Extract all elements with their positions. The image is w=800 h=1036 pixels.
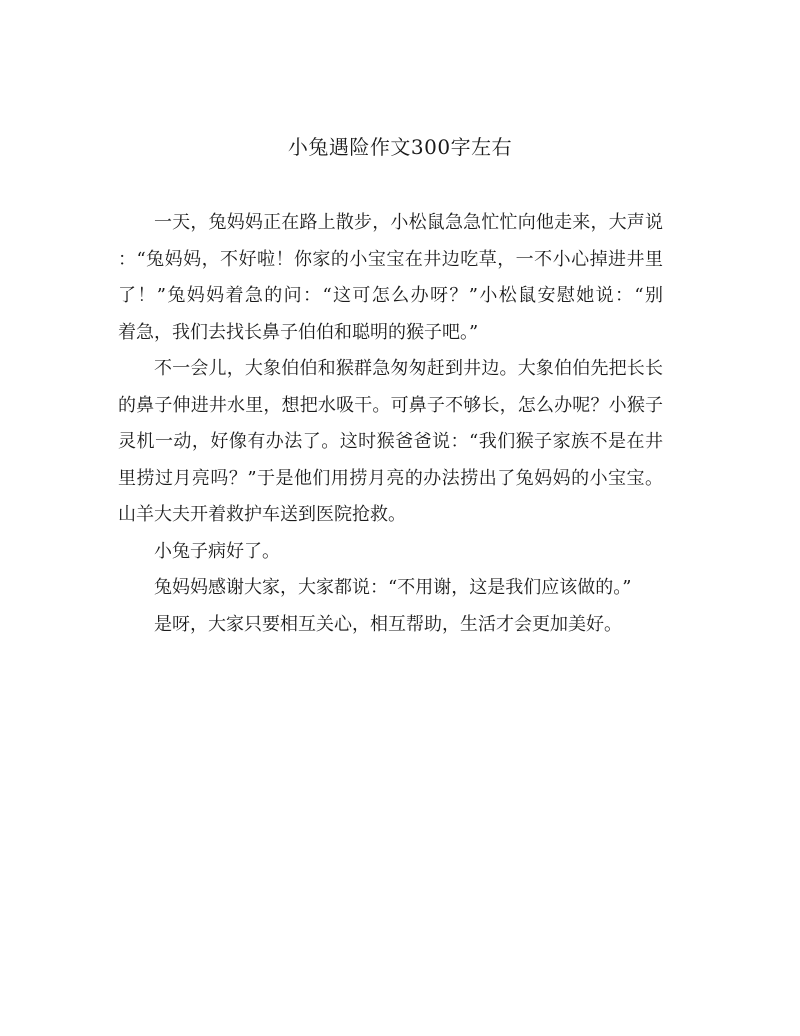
page-title: 小兔遇险作文300字左右 <box>287 135 513 159</box>
text-line: 着急，我们去找长鼻子伯伯和聪明的猴子吧。” <box>118 321 479 343</box>
essay-body <box>118 205 663 643</box>
text-line: 山羊大夫开着救护车送到医院抢救。 <box>118 504 406 525</box>
text-line: 了！”兔妈妈着急的问：“这可怎么办呀？”小松鼠安慰她说：“别 <box>118 285 663 306</box>
text-line: 灵机一动，好像有办法了。这时猴爸爸说：“我们猴子家族不是在井 <box>118 431 663 452</box>
text-line: 一天，兔妈妈正在路上散步，小松鼠急急忙忙向他走来，大声说 <box>154 212 663 233</box>
text-line: 里捞过月亮吗？”于是他们用捞月亮的办法捞出了兔妈妈的小宝宝。 <box>118 467 663 489</box>
text-line: 不一会儿，大象伯伯和猴群急匆匆赶到井边。大象伯伯先把长长 <box>154 358 663 379</box>
text-line: 是呀，大家只要相互关心，相互帮助，生活才会更加美好。 <box>154 613 622 635</box>
text-line: 的鼻子伸进井水里，想把水吸干。可鼻子不够长，怎么办呢？小猴子 <box>118 394 663 416</box>
text-line: ：“兔妈妈，不好啦！你家的小宝宝在井边吃草，一不小心掉进井里 <box>118 248 663 270</box>
text-line: 小兔子病好了。 <box>154 540 280 562</box>
text-line: 兔妈妈感谢大家，大家都说：“不用谢，这是我们应该做的。” <box>154 577 632 598</box>
